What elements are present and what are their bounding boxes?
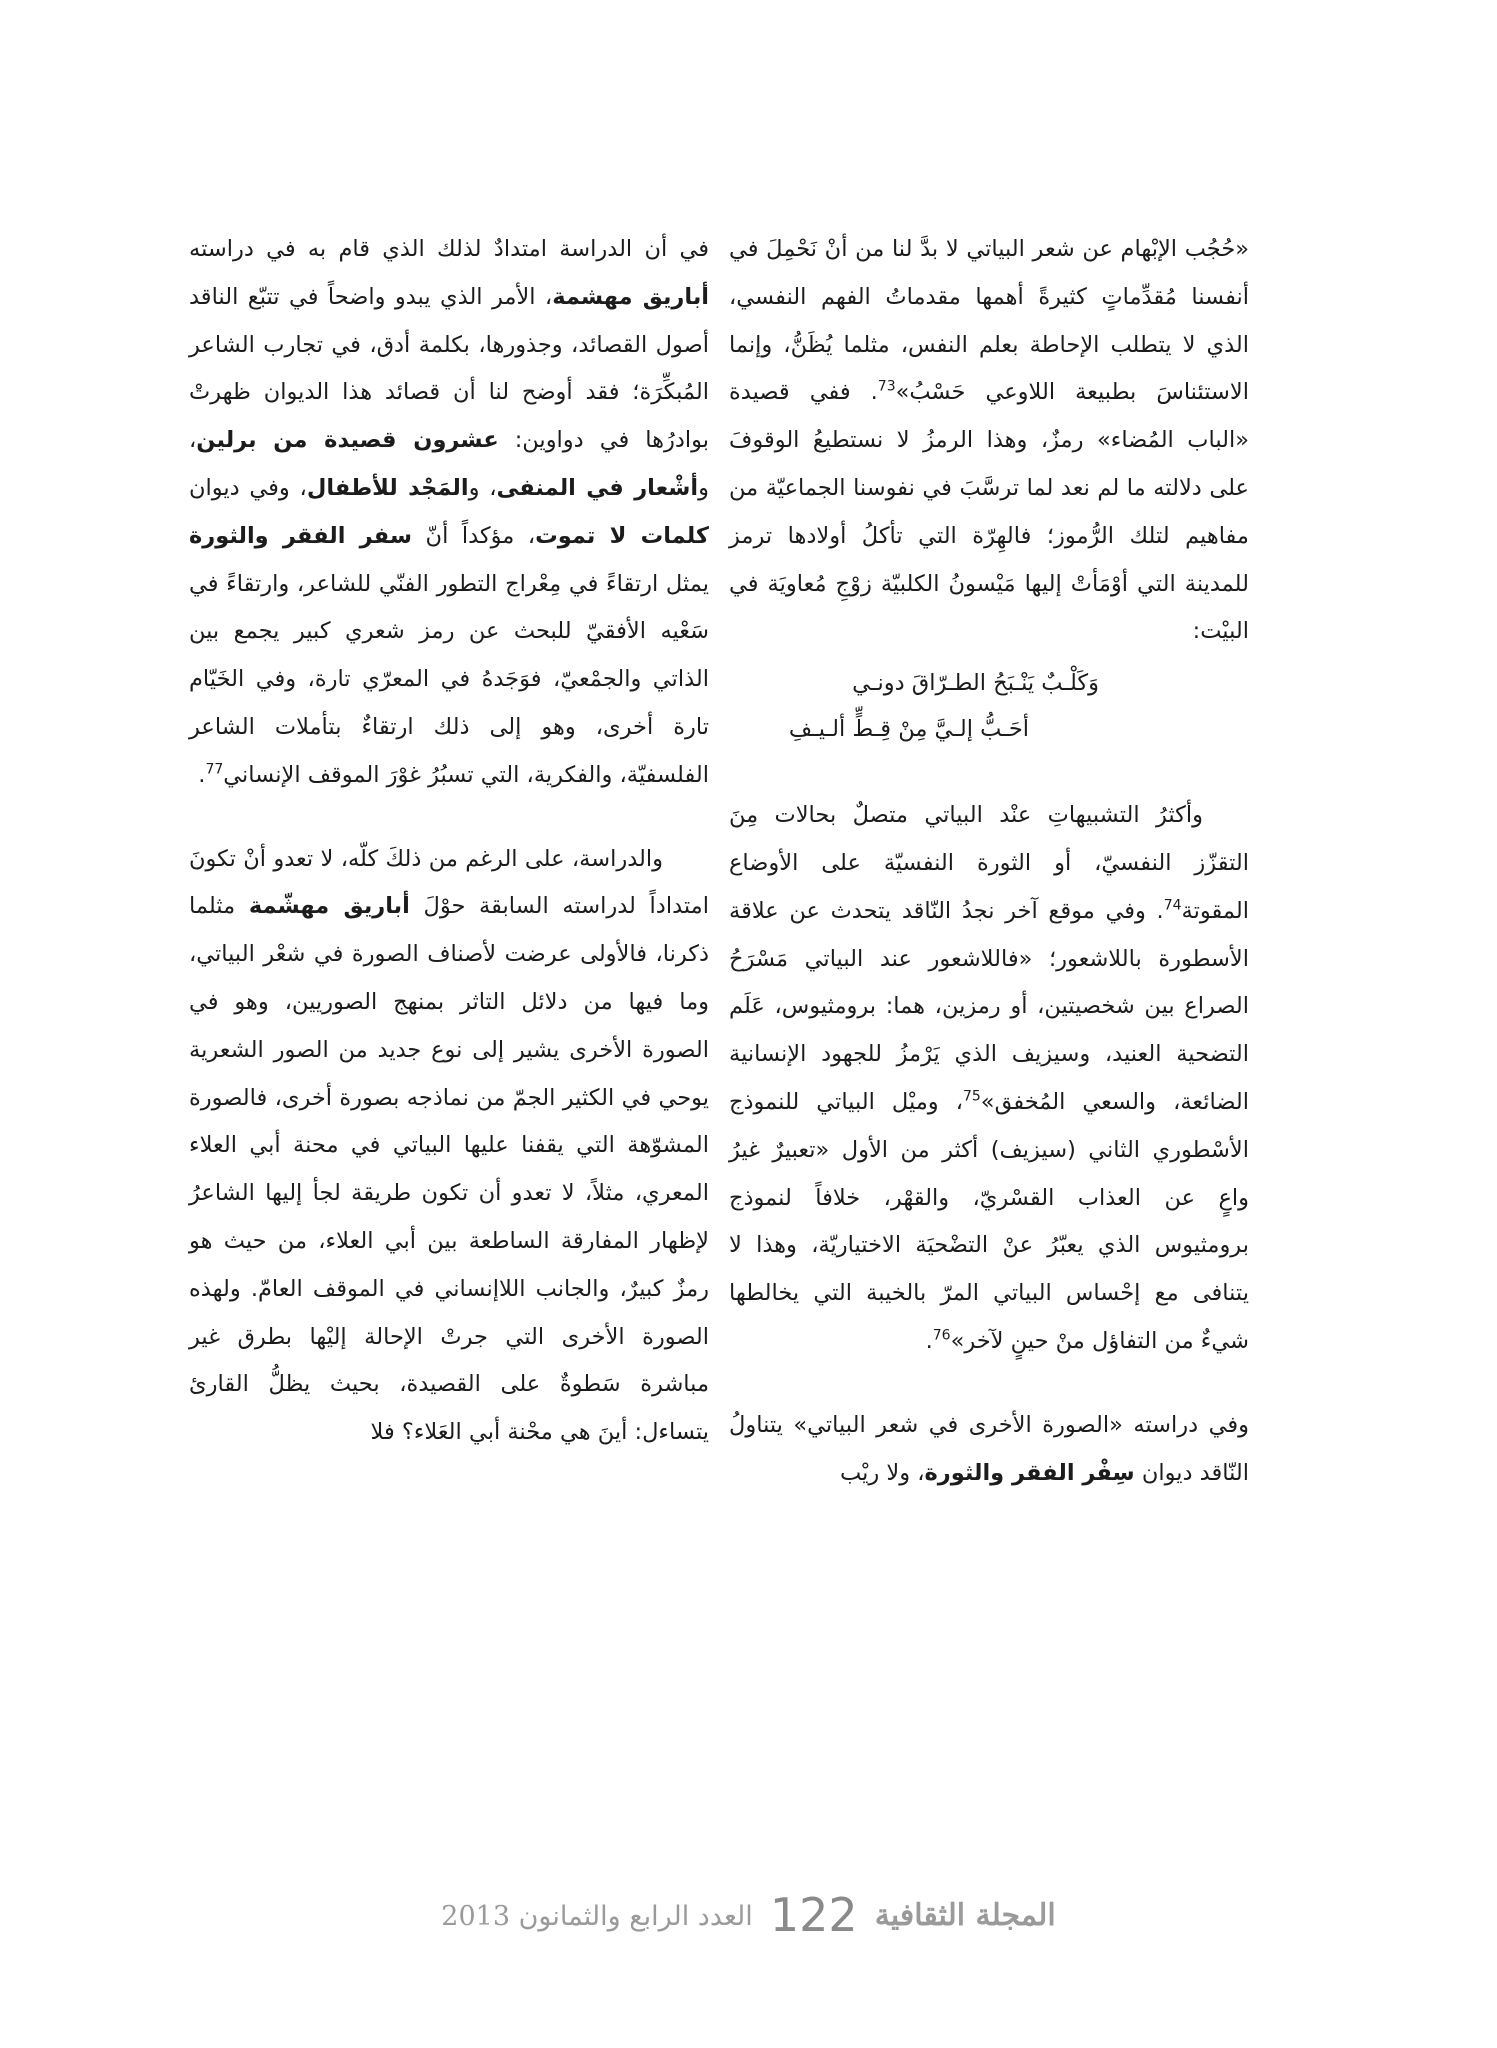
bold-title: كلمات لا تموت <box>535 522 709 549</box>
right-paragraph-2: وأكثرُ التشبيهاتِ عنْد البياتي متصلٌ بحالات مِنَ التقزّز النفسيّ، أو الثورة النفسيّة على الأوضاع المقوتة$^{74}$. وفي موقع آخر نجدُ النّاقد يتحدث عن علاقة الأسطورة باللاشعور؛ «فاللاشعور عند البياتي مَسْرَحُ الصراع بين شخصيتين، أو رمزين، هما: برومثيوس، عَلَم التضحية العنيد، وسيزيف الذي يَرْمزُ للجهود الإنسانية الضائعة، والسعي المُخفق»$^{75}$، وميْل البياتي للنموذج الأسْطوري الثاني (سيزيف) أكثر من الأول «تعبيرٌ غيرُ واعٍ عن العذاب القسْريّ، والقهْر، خلافاً لنموذج برومثيوس الذي يعبّرُ عنْ التضْحيَة الاختياريّة، وهذا لا يتنافى مع إحْساس البياتي المرّ بالخيبة التي يخالطها شيءٌ من التفاؤل منْ حينٍ لآخر»$^{76}$. <box>729 802 1249 1354</box>
bold-title: عشرون قصيدة من برلين <box>196 427 499 454</box>
bold-title: سفر الفقر والثورة <box>189 522 412 549</box>
page-number: 122 <box>769 1888 858 1942</box>
left-paragraph-1: في أن الدراسة امتدادٌ لذلك الذي قام به في دراسته أباريق مهشمة، الأمر الذي يبدو واضحاً في تتبّع الناقد أصول القصائد، وجذورها، بكلمة أدق، في تجارب الشاعر المُبكِّرَة؛ فقد أوضح لنا أن قصائد هذا الديوان ظهرتْ بوادرُها في دواوين: عشرون قصيدة من برلين، وأشْعار في المنفى، والمَجْد للأطفال، وفي ديوان كلمات لا تموت، مؤكداً أنّ سفر الفقر والثورة يمثل ارتقاءً في مِعْراج التطور الفنّي للشاعر، وارتقاءً في سَعْيه الأفقيّ للبحث عن رمز شعري كبير يجمع بين الذاتي والجمْعيّ، فوَجَدهُ في المعرّي تارة، وفي الخَيّام تارة أخرى، وهو إلى ذلك ارتقاءٌ بتأملات الشاعر الفلسفيّة، والفكرية، التي تسبُرُ غوْرَ الموقف الإنساني$^{77}$. <box>189 236 710 788</box>
footnote-ref-77[interactable]: 77 <box>205 761 224 778</box>
bold-title: أباريق مهشمة <box>552 283 709 310</box>
right-column <box>729 226 1249 1497</box>
bold-title: المَجْد للأطفال <box>306 474 469 501</box>
right-paragraph-1: «حُجُب الإبْهام عن شعر البياتي لا بدَّ لنا من أنْ نَحْمِلَ في أنفسنا مُقدِّماتٍ كثيرةً أهمها مقدماتُ الفهم النفسي، الذي لا يتطلب الإحاطة بعلم النفس، مثلما يُظَنُّ، وإنما الاستئناسَ بطبيعة اللاوعي حَسْبُ»$^{73}$. ففي قصيدة «الباب المُضاء» رمزٌ، وهذا الرمزُ لا نستطيعُ الوقوفَ على دلالته ما لم نعد لما ترسَّبَ في نفوسنا الجماعيّة من مفاهيم لتلك الرُّموز؛ فالهِرّة التي تأكلُ أولادها ترمز للمدينة التي أوْمَأتْ إليها مَيْسونُ الكلبيّة زوْجِ مُعاويَة في البيْت: <box>729 236 1249 645</box>
footnote-ref-76[interactable]: 76 <box>932 1327 951 1344</box>
footnote-ref-75[interactable]: 75 <box>962 1088 981 1105</box>
footnote-ref-73[interactable]: 73 <box>877 378 896 395</box>
issue-label: العدد الرابع والثمانون 2013 <box>441 1901 753 1932</box>
footnote-ref-74[interactable]: 74 <box>1163 897 1182 914</box>
page-footer <box>0 1888 1497 1942</box>
poem-verse <box>729 660 1249 752</box>
left-column <box>189 226 709 1457</box>
right-paragraph-3: وفي دراسته «الصورة الأخرى في شعر البياتي» يتناولُ النّاقد ديوان سِفْر الفقر والثورة، ولا ريْب <box>729 1411 1249 1486</box>
poem-line-2: أحَـبُّ إلـيَّ مِنْ قِـطٍّ ألـيـفِ <box>788 716 1029 743</box>
left-paragraph-2: والدراسة، على الرغم من ذلكَ كلّه، لا تعدو أنْ تكونَ امتداداً لدراسته السابقة حوْلَ أباريق مهشّمة مثلما ذكرنا، فالأولى عرضت لأصناف الصورة في شعْر البياتي، وما فيها من دلائل التاثر بمنهج الصوريين، وهو في الصورة الأخرى يشير إلى نوع جديد من الصور الشعرية يوحي في الكثير الجمّ من نماذجه بصورة أخرى، فالصورة المشوّهة التي يقفنا عليها البياتي في محنة أبي العلاء المعري، مثلاً، لا تعدو أن تكون طريقة لجأ إليها الشاعرُ لإظهار المفارقة الساطعة بين أبي العلاء، من حيث هو رمزٌ كبيرٌ، والجانب اللاإنساني في الموقف العامّ. ولهذه الصورة الأخرى التي جرتْ الإحالة إليْها بطرق غير مباشرة سَطوةٌ على القصيدة، بحيث يظلُّ القارئ يتساءل: أينَ هي محْنة أبي العَلاء؟ فلا <box>189 845 709 1446</box>
poem-line-1: وَكَلْـبٌ يَنْـبَحُ الطـرّاقَ دونـي <box>852 670 1099 697</box>
bold-title: أباريق مهشّمة <box>248 893 410 920</box>
magazine-name: المجلة الثقافية <box>874 1898 1056 1933</box>
bold-title: أشْعار في المنفى <box>496 474 699 501</box>
bold-title: سِفْر الفقر والثورة <box>924 1459 1135 1486</box>
